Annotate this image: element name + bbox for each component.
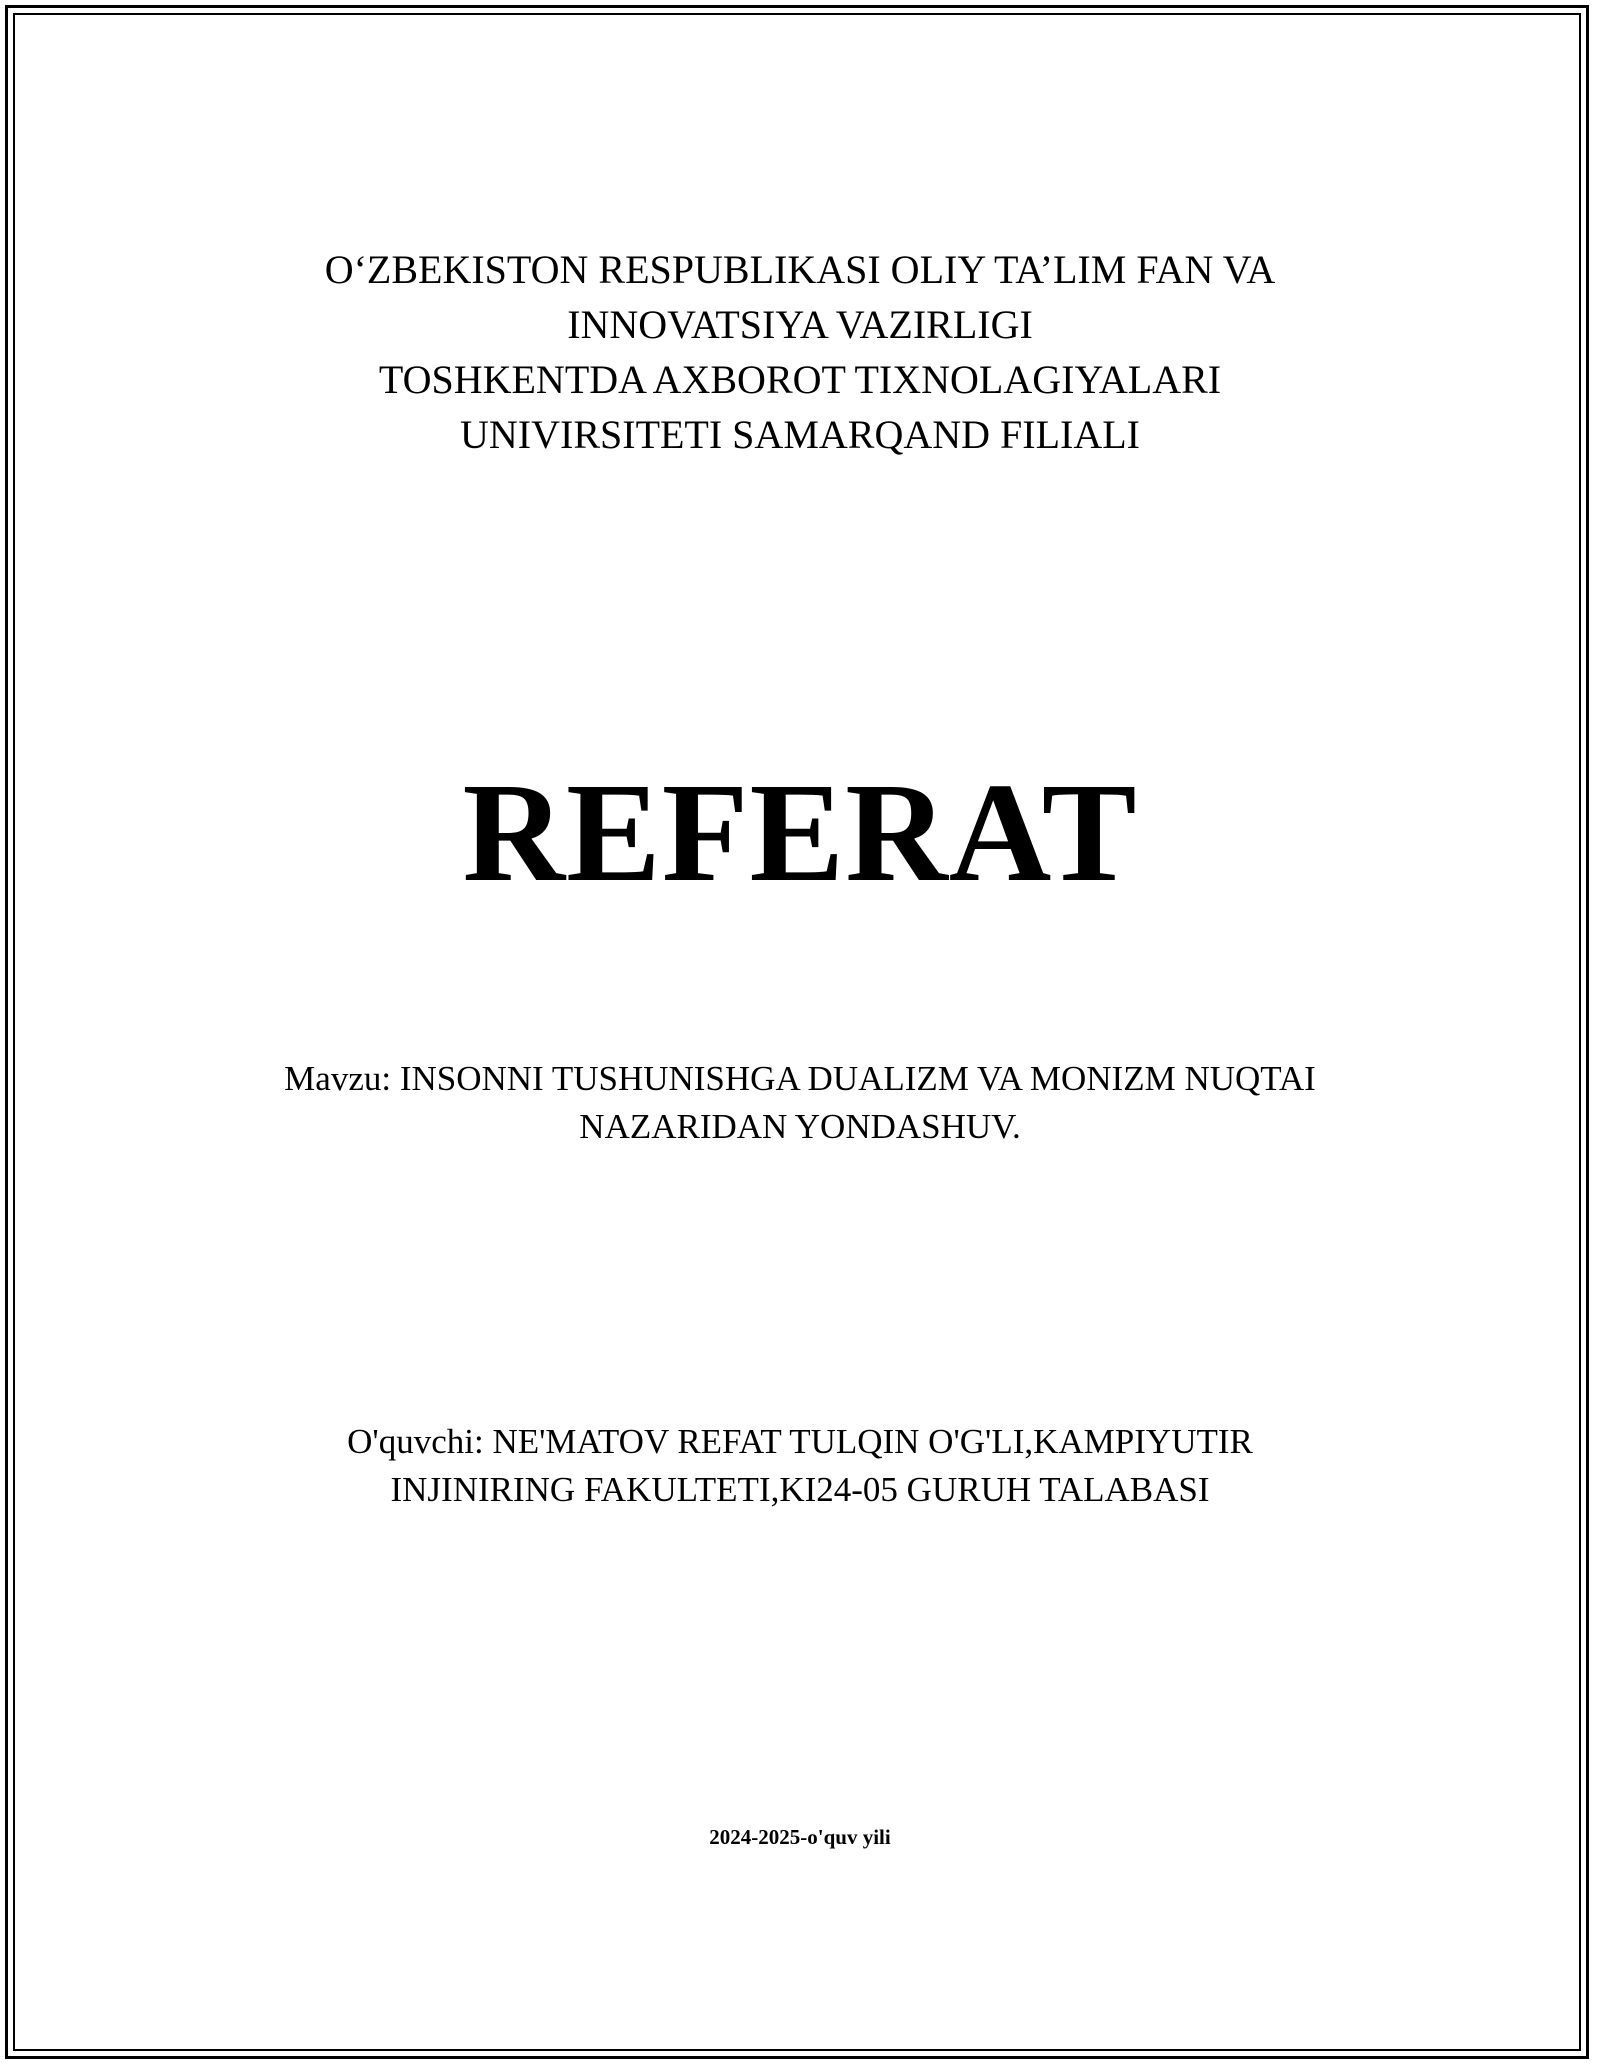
institution-header-line: O‘ZBEKISTON RESPUBLIKASI OLIY TA’LIM FAN VA: [324, 247, 1276, 292]
topic-block: [0, 1055, 1600, 1151]
institution-header: [0, 242, 1600, 462]
author-line: INJINIRING FAKULTETI,KI24-05 GURUH TALABASI: [390, 1470, 1210, 1509]
document-title: REFERAT: [462, 753, 1138, 911]
institution-header-line: TOSHKENTDA AXBOROT TIXNOLAGIYALARI: [378, 357, 1222, 402]
author-line: O'quvchi: NE'MATOV REFAT TULQIN O'G'LI,KAMPIYUTIR: [347, 1422, 1253, 1461]
institution-header-line: INNOVATSIYA VAZIRLIGI: [567, 302, 1033, 347]
institution-header-line: UNIVIRSITETI SAMARQAND FILIALI: [460, 412, 1140, 457]
topic-line: Mavzu: INSONNI TUSHUNISHGA DUALIZM VA MONIZM NUQTAI: [284, 1059, 1316, 1098]
topic-line: NAZARIDAN YONDASHUV.: [579, 1107, 1021, 1146]
author-block: [0, 1418, 1600, 1514]
academic-year: 2024-2025-o'quv yili: [709, 1825, 891, 1849]
